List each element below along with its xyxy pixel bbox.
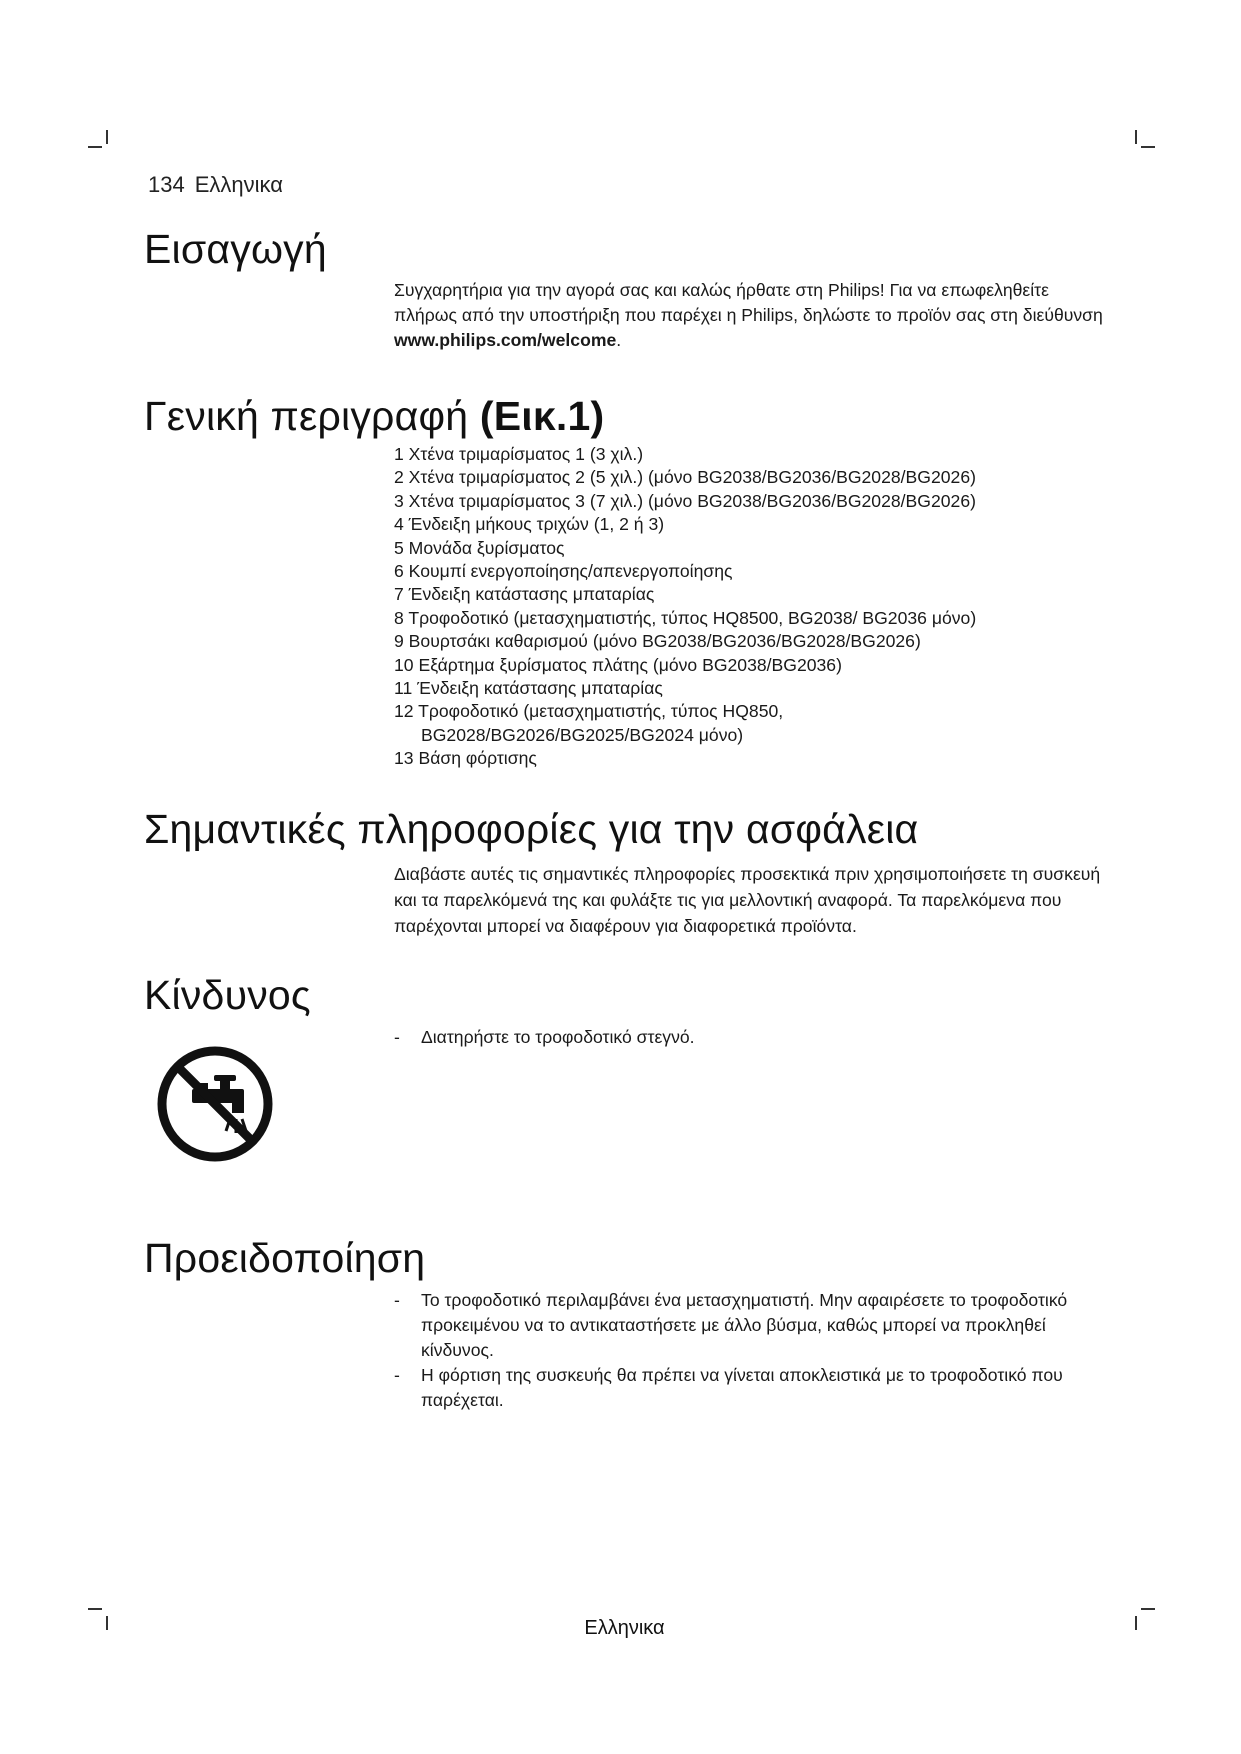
list-item: 9 Βουρτσάκι καθαρισμού (μόνο BG2038/BG2036/BG2028/BG2026)	[394, 631, 921, 652]
danger-list	[394, 1025, 1109, 1050]
list-item-12-line1: 12 Τροφοδοτικό (μετασχηματιστής, τύπος HQ850,	[394, 701, 784, 722]
general-description-title: Γενική περιγραφή	[144, 393, 480, 439]
bullet-dash: -	[394, 1290, 400, 1310]
list-item	[394, 1288, 1109, 1363]
safety-paragraph: Διαβάστε αυτές τις σημαντικές πληροφορίες προσεκτικά πριν χρησιμοποιήσετε τη συσκευή και τα παρελκόμενά της και φυλάξτε τις για μελλοντική αναφορά. Τα παρελκόμενα που παρέχονται μπορεί να διαφέρουν για διαφορετικά προϊόντα.	[394, 864, 1101, 936]
warning-item-text: Η φόρτιση της συσκευής θα πρέπει να γίνεται αποκλειστικά με το τροφοδοτικό που παρέχεται.	[421, 1365, 1063, 1410]
danger-heading: Κίνδυνος	[144, 972, 311, 1018]
page-number: 134	[148, 172, 185, 197]
danger-item-text: Διατηρήστε το τροφοδοτικό στεγνό.	[421, 1027, 695, 1047]
warning-list	[394, 1288, 1109, 1413]
safety-heading: Σημαντικές πληροφορίες για την ασφάλεια	[144, 806, 919, 852]
list-item: 4 Ένδειξη μήκους τριχών (1, 2 ή 3)	[394, 514, 665, 535]
running-header	[148, 172, 283, 198]
crop-mark-top-right-h	[1141, 146, 1155, 148]
crop-mark-bottom-left-h	[88, 1608, 102, 1610]
crop-mark-bottom-right-h	[1141, 1608, 1155, 1610]
footer-language: Ελληνικα	[584, 1617, 665, 1639]
crop-mark-top-left-v	[106, 130, 108, 144]
list-item: 13 Βάση φόρτισης	[394, 748, 537, 769]
list-item: 7 Ένδειξη κατάστασης μπαταρίας	[394, 584, 655, 605]
list-item: 6 Κουμπί ενεργοποίησης/απενεργοποίησης	[394, 561, 733, 582]
list-item: 11 Ένδειξη κατάστασης μπαταρίας	[394, 678, 663, 699]
intro-heading: Εισαγωγή	[144, 226, 327, 272]
bullet-dash: -	[394, 1027, 400, 1047]
parts-list	[394, 443, 976, 771]
crop-mark-top-right-v	[1135, 130, 1137, 144]
figure-reference: (Εικ.1)	[479, 393, 605, 439]
list-item: 2 Χτένα τριμαρίσματος 2 (5 χιλ.) (μόνο BG2038/BG2036/BG2028/BG2026)	[394, 467, 976, 488]
warning-item-text: Το τροφοδοτικό περιλαμβάνει ένα μετασχηματιστή. Μην αφαιρέσετε το τροφοδοτικό προκειμένου να το αντικαταστήσετε με άλλο βύσμα, καθώς μπορεί να προκληθεί κίνδυνος.	[421, 1290, 1068, 1360]
crop-mark-top-left-h	[88, 146, 102, 148]
page-footer	[0, 1617, 1241, 1640]
no-water-warning-icon	[156, 1045, 274, 1163]
intro-text: Συγχαρητήρια για την αγορά σας και καλώς ήρθατε στη Philips! Για να επωφεληθείτε πλήρως από την υποστήριξη που παρέχει η Philips, δηλώστε το προϊόν σας στη διεύθυνση	[394, 280, 1103, 325]
bullet-dash: -	[394, 1365, 400, 1385]
welcome-link[interactable]: www.philips.com/welcome	[394, 330, 617, 350]
general-description-heading	[144, 393, 604, 440]
intro-paragraph	[394, 278, 1109, 353]
list-item: 1 Χτένα τριμαρίσματος 1 (3 χιλ.)	[394, 444, 644, 464]
list-item: 5 Μονάδα ξυρίσματος	[394, 537, 565, 558]
list-item	[394, 1363, 1109, 1413]
warning-heading: Προειδοποίηση	[144, 1235, 426, 1281]
list-item	[394, 1025, 1109, 1050]
list-item-12-line2: BG2028/BG2026/BG2025/BG2024 μόνο)	[421, 724, 744, 745]
list-item: 3 Χτένα τριμαρίσματος 3 (7 χιλ.) (μόνο BG2038/BG2036/BG2028/BG2026)	[394, 490, 976, 511]
list-item: 8 Τροφοδοτικό (μετασχηματιστής, τύπος HQ8500, BG2038/ BG2036 μόνο)	[394, 607, 977, 628]
list-item-12	[394, 700, 976, 747]
header-language: Ελληνικα	[194, 172, 283, 197]
list-item: 10 Εξάρτημα ξυρίσματος πλάτης (μόνο BG2038/BG2036)	[394, 654, 842, 675]
intro-text-end: .	[616, 330, 622, 350]
